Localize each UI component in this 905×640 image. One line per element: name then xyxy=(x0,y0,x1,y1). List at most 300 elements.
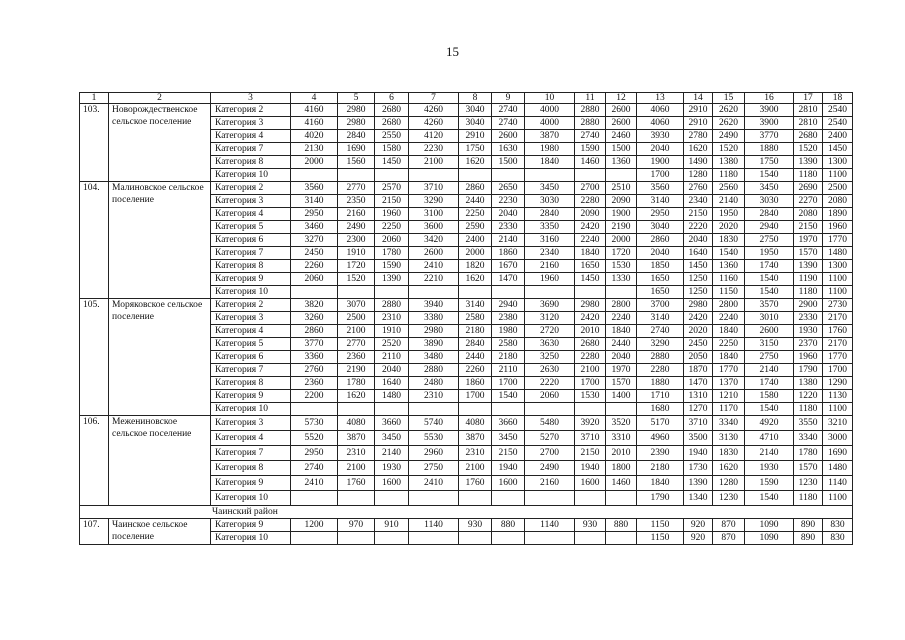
value-cell: 1300 xyxy=(823,156,853,169)
column-number: 7 xyxy=(409,93,459,104)
value-cell: 2280 xyxy=(575,195,606,208)
value-cell: 2140 xyxy=(375,446,409,461)
value-cell: 2140 xyxy=(492,234,525,247)
value-cell: 1460 xyxy=(606,476,637,491)
value-cell: 4260 xyxy=(409,117,459,130)
value-cell xyxy=(291,286,338,299)
value-cell: 2410 xyxy=(409,476,459,491)
category-cell: Категория 8 xyxy=(211,377,291,390)
value-cell: 4000 xyxy=(525,104,575,117)
value-cell: 2150 xyxy=(375,195,409,208)
value-cell: 3010 xyxy=(745,312,794,325)
value-cell: 2300 xyxy=(338,234,375,247)
value-cell: 1360 xyxy=(713,260,745,273)
value-cell xyxy=(575,403,606,416)
value-cell: 1680 xyxy=(637,403,684,416)
value-cell: 2480 xyxy=(409,377,459,390)
value-cell: 2340 xyxy=(525,247,575,260)
value-cell: 2880 xyxy=(575,117,606,130)
category-cell: Категория 6 xyxy=(211,234,291,247)
value-cell: 3600 xyxy=(409,221,459,234)
value-cell: 2980 xyxy=(409,325,459,338)
value-cell: 1270 xyxy=(684,403,713,416)
value-cell: 1360 xyxy=(606,156,637,169)
value-cell: 2360 xyxy=(291,377,338,390)
value-cell: 1900 xyxy=(637,156,684,169)
value-cell: 1500 xyxy=(606,143,637,156)
value-cell: 2840 xyxy=(745,208,794,221)
value-cell xyxy=(606,532,637,545)
value-cell: 3480 xyxy=(409,351,459,364)
value-cell: 1790 xyxy=(637,491,684,506)
value-cell: 880 xyxy=(606,519,637,532)
value-cell: 2400 xyxy=(459,234,492,247)
row-number: 105. xyxy=(80,299,109,416)
value-cell: 2100 xyxy=(575,364,606,377)
value-cell: 1390 xyxy=(794,260,823,273)
value-cell: 1450 xyxy=(684,260,713,273)
value-cell: 4160 xyxy=(291,117,338,130)
value-cell: 2170 xyxy=(823,312,853,325)
category-cell: Категория 10 xyxy=(211,286,291,299)
value-cell: 1840 xyxy=(637,476,684,491)
value-cell: 3450 xyxy=(745,182,794,195)
value-cell: 1950 xyxy=(745,247,794,260)
row-number: 104. xyxy=(80,182,109,299)
value-cell: 2510 xyxy=(606,182,637,195)
value-cell: 1910 xyxy=(375,325,409,338)
value-cell: 2880 xyxy=(637,351,684,364)
value-cell: 3770 xyxy=(291,338,338,351)
value-cell: 1840 xyxy=(606,325,637,338)
value-cell: 1900 xyxy=(606,208,637,221)
value-cell: 870 xyxy=(713,532,745,545)
value-cell xyxy=(525,169,575,182)
value-cell xyxy=(338,286,375,299)
value-cell: 2680 xyxy=(794,130,823,143)
district-row xyxy=(80,506,853,519)
value-cell: 4080 xyxy=(338,416,375,431)
value-cell: 1540 xyxy=(745,286,794,299)
value-cell: 1650 xyxy=(637,286,684,299)
value-cell: 4710 xyxy=(745,431,794,446)
value-cell: 830 xyxy=(823,519,853,532)
value-cell: 2420 xyxy=(575,221,606,234)
value-cell xyxy=(492,403,525,416)
value-cell: 2950 xyxy=(291,446,338,461)
category-cell: Категория 7 xyxy=(211,364,291,377)
value-cell: 1580 xyxy=(745,390,794,403)
value-cell: 2360 xyxy=(338,351,375,364)
value-cell: 1640 xyxy=(375,377,409,390)
value-cell: 1700 xyxy=(575,377,606,390)
value-cell: 2620 xyxy=(713,104,745,117)
value-cell: 2840 xyxy=(459,338,492,351)
value-cell: 2150 xyxy=(684,208,713,221)
value-cell: 2490 xyxy=(713,130,745,143)
value-cell: 1840 xyxy=(713,351,745,364)
value-cell: 2980 xyxy=(338,104,375,117)
value-cell: 2240 xyxy=(713,312,745,325)
value-cell: 2040 xyxy=(637,247,684,260)
value-cell: 2630 xyxy=(525,364,575,377)
category-cell: Категория 2 xyxy=(211,299,291,312)
value-cell xyxy=(459,491,492,506)
value-cell: 3260 xyxy=(291,312,338,325)
value-cell: 1290 xyxy=(823,377,853,390)
value-cell: 3040 xyxy=(637,221,684,234)
value-cell: 2260 xyxy=(459,364,492,377)
value-cell: 1480 xyxy=(375,390,409,403)
value-cell: 2450 xyxy=(684,338,713,351)
value-cell: 1880 xyxy=(637,377,684,390)
value-cell: 1150 xyxy=(713,286,745,299)
value-cell: 2100 xyxy=(338,325,375,338)
value-cell: 2800 xyxy=(606,299,637,312)
value-cell: 1740 xyxy=(745,260,794,273)
value-cell xyxy=(606,491,637,506)
row-number: 106. xyxy=(80,416,109,506)
value-cell: 1540 xyxy=(745,169,794,182)
category-cell: Категория 3 xyxy=(211,195,291,208)
value-cell: 5730 xyxy=(291,416,338,431)
value-cell: 1570 xyxy=(794,247,823,260)
header-row xyxy=(80,93,853,104)
value-cell: 4060 xyxy=(637,117,684,130)
value-cell: 1340 xyxy=(684,491,713,506)
value-cell: 1720 xyxy=(606,247,637,260)
value-cell: 1770 xyxy=(823,351,853,364)
value-cell: 3360 xyxy=(291,351,338,364)
category-cell: Категория 8 xyxy=(211,156,291,169)
value-cell: 3630 xyxy=(525,338,575,351)
value-cell: 1650 xyxy=(637,273,684,286)
column-number: 11 xyxy=(575,93,606,104)
value-cell: 1840 xyxy=(525,156,575,169)
column-number: 3 xyxy=(211,93,291,104)
value-cell: 1960 xyxy=(823,221,853,234)
value-cell: 1970 xyxy=(606,364,637,377)
column-number: 18 xyxy=(823,93,853,104)
value-cell: 3290 xyxy=(637,338,684,351)
value-cell: 2400 xyxy=(823,130,853,143)
value-cell: 2580 xyxy=(459,312,492,325)
value-cell xyxy=(338,532,375,545)
value-cell: 2250 xyxy=(375,221,409,234)
column-number: 4 xyxy=(291,93,338,104)
value-cell xyxy=(409,403,459,416)
value-cell: 3930 xyxy=(637,130,684,143)
value-cell: 3030 xyxy=(745,195,794,208)
value-cell: 1460 xyxy=(575,156,606,169)
value-cell: 1860 xyxy=(492,247,525,260)
value-cell: 1480 xyxy=(823,247,853,260)
value-cell: 3070 xyxy=(338,299,375,312)
value-cell: 2180 xyxy=(492,351,525,364)
value-cell: 1140 xyxy=(525,519,575,532)
value-cell: 3560 xyxy=(637,182,684,195)
value-cell: 2860 xyxy=(291,325,338,338)
value-cell: 2060 xyxy=(375,234,409,247)
value-cell: 2080 xyxy=(823,195,853,208)
category-cell: Категория 9 xyxy=(211,390,291,403)
value-cell: 1670 xyxy=(492,260,525,273)
category-cell: Категория 7 xyxy=(211,247,291,260)
value-cell: 3140 xyxy=(459,299,492,312)
value-cell: 1750 xyxy=(459,143,492,156)
column-number: 15 xyxy=(713,93,745,104)
value-cell: 2770 xyxy=(338,338,375,351)
value-cell: 2280 xyxy=(575,351,606,364)
value-cell: 1470 xyxy=(684,377,713,390)
value-cell: 2460 xyxy=(606,130,637,143)
value-cell: 3560 xyxy=(291,182,338,195)
value-cell: 2420 xyxy=(575,312,606,325)
value-cell: 1620 xyxy=(684,143,713,156)
value-cell: 1620 xyxy=(338,390,375,403)
value-cell: 1390 xyxy=(684,476,713,491)
tariff-table xyxy=(79,92,853,545)
value-cell: 3920 xyxy=(575,416,606,431)
category-cell: Категория 10 xyxy=(211,403,291,416)
value-cell: 2060 xyxy=(291,273,338,286)
value-cell: 2800 xyxy=(713,299,745,312)
value-cell: 1100 xyxy=(823,286,853,299)
category-cell: Категория 10 xyxy=(211,532,291,545)
value-cell: 2160 xyxy=(525,260,575,273)
value-cell: 1860 xyxy=(459,377,492,390)
table-row xyxy=(80,519,853,532)
value-cell: 3130 xyxy=(713,431,745,446)
value-cell: 2060 xyxy=(525,390,575,403)
value-cell: 1190 xyxy=(794,273,823,286)
category-cell: Категория 7 xyxy=(211,446,291,461)
category-cell: Категория 3 xyxy=(211,117,291,130)
value-cell: 970 xyxy=(338,519,375,532)
value-cell: 1720 xyxy=(338,260,375,273)
value-cell: 2100 xyxy=(338,461,375,476)
value-cell: 3570 xyxy=(745,299,794,312)
value-cell: 2760 xyxy=(684,182,713,195)
value-cell: 2780 xyxy=(684,130,713,143)
value-cell: 1250 xyxy=(684,286,713,299)
value-cell: 2440 xyxy=(606,338,637,351)
value-cell xyxy=(375,403,409,416)
page-number: 15 xyxy=(446,44,459,59)
value-cell: 1100 xyxy=(823,169,853,182)
value-cell: 3900 xyxy=(745,117,794,130)
value-cell: 2690 xyxy=(794,182,823,195)
value-cell: 1700 xyxy=(459,390,492,403)
value-cell xyxy=(606,286,637,299)
value-cell: 3870 xyxy=(459,431,492,446)
value-cell: 1760 xyxy=(338,476,375,491)
value-cell: 890 xyxy=(794,532,823,545)
value-cell: 1450 xyxy=(823,143,853,156)
value-cell: 3870 xyxy=(525,130,575,143)
category-cell: Категория 4 xyxy=(211,130,291,143)
value-cell: 1100 xyxy=(823,491,853,506)
value-cell: 1470 xyxy=(492,273,525,286)
value-cell: 5530 xyxy=(409,431,459,446)
value-cell: 1390 xyxy=(794,156,823,169)
value-cell: 2860 xyxy=(459,182,492,195)
category-cell: Категория 3 xyxy=(211,312,291,325)
value-cell: 1130 xyxy=(823,390,853,403)
settlement-name: Чаинское сельское поселение xyxy=(109,519,211,545)
column-number: 10 xyxy=(525,93,575,104)
value-cell: 1520 xyxy=(794,143,823,156)
value-cell: 1400 xyxy=(606,390,637,403)
value-cell: 2180 xyxy=(637,461,684,476)
value-cell: 830 xyxy=(823,532,853,545)
value-cell: 2770 xyxy=(338,182,375,195)
value-cell: 1750 xyxy=(745,156,794,169)
value-cell xyxy=(291,403,338,416)
value-cell xyxy=(459,532,492,545)
value-cell: 2570 xyxy=(375,182,409,195)
value-cell: 1330 xyxy=(606,273,637,286)
value-cell: 2740 xyxy=(492,104,525,117)
column-number: 9 xyxy=(492,93,525,104)
value-cell: 1730 xyxy=(684,461,713,476)
value-cell: 4960 xyxy=(637,431,684,446)
value-cell: 1480 xyxy=(823,461,853,476)
value-cell: 1100 xyxy=(823,273,853,286)
value-cell: 1200 xyxy=(291,519,338,532)
settlement-name: Новорождественское сельское поселение xyxy=(109,104,211,182)
value-cell: 3450 xyxy=(525,182,575,195)
value-cell: 2900 xyxy=(794,299,823,312)
value-cell: 1650 xyxy=(575,260,606,273)
value-cell: 1170 xyxy=(713,403,745,416)
value-cell: 5740 xyxy=(409,416,459,431)
value-cell: 1960 xyxy=(375,208,409,221)
value-cell: 3700 xyxy=(637,299,684,312)
value-cell: 1620 xyxy=(459,156,492,169)
value-cell: 3000 xyxy=(823,431,853,446)
value-cell: 2880 xyxy=(375,299,409,312)
value-cell: 1640 xyxy=(684,247,713,260)
value-cell xyxy=(409,169,459,182)
category-cell: Категория 5 xyxy=(211,221,291,234)
value-cell: 2150 xyxy=(575,446,606,461)
value-cell: 2730 xyxy=(823,299,853,312)
value-cell: 2310 xyxy=(375,312,409,325)
category-cell: Категория 6 xyxy=(211,351,291,364)
value-cell: 2450 xyxy=(291,247,338,260)
value-cell: 910 xyxy=(375,519,409,532)
value-cell: 2680 xyxy=(375,117,409,130)
value-cell: 3040 xyxy=(459,117,492,130)
value-cell: 3900 xyxy=(745,104,794,117)
value-cell: 3310 xyxy=(606,431,637,446)
value-cell: 2220 xyxy=(684,221,713,234)
value-cell: 1690 xyxy=(338,143,375,156)
value-cell: 2840 xyxy=(525,208,575,221)
value-cell: 2680 xyxy=(575,338,606,351)
column-number: 13 xyxy=(637,93,684,104)
value-cell: 2380 xyxy=(492,312,525,325)
value-cell: 3150 xyxy=(745,338,794,351)
value-cell: 2150 xyxy=(794,221,823,234)
value-cell: 1540 xyxy=(713,247,745,260)
category-cell: Категория 4 xyxy=(211,208,291,221)
value-cell: 1180 xyxy=(794,169,823,182)
value-cell: 2110 xyxy=(375,351,409,364)
category-cell: Категория 8 xyxy=(211,461,291,476)
value-cell: 2020 xyxy=(684,325,713,338)
value-cell: 2040 xyxy=(684,234,713,247)
value-cell: 1700 xyxy=(637,169,684,182)
value-cell: 1690 xyxy=(823,446,853,461)
value-cell: 1150 xyxy=(637,532,684,545)
value-cell: 2950 xyxy=(291,208,338,221)
value-cell: 2390 xyxy=(637,446,684,461)
value-cell: 2040 xyxy=(375,364,409,377)
value-cell: 2250 xyxy=(713,338,745,351)
value-cell: 3550 xyxy=(794,416,823,431)
value-cell: 1310 xyxy=(684,390,713,403)
value-cell: 5270 xyxy=(525,431,575,446)
value-cell: 2180 xyxy=(459,325,492,338)
value-cell: 1380 xyxy=(794,377,823,390)
column-number: 16 xyxy=(745,93,794,104)
value-cell: 2140 xyxy=(713,195,745,208)
value-cell: 2330 xyxy=(492,221,525,234)
value-cell: 1180 xyxy=(794,403,823,416)
value-cell: 1870 xyxy=(684,364,713,377)
value-cell: 2010 xyxy=(606,446,637,461)
value-cell xyxy=(575,286,606,299)
value-cell: 2500 xyxy=(338,312,375,325)
value-cell: 1530 xyxy=(606,260,637,273)
value-cell: 2910 xyxy=(459,130,492,143)
value-cell: 2190 xyxy=(606,221,637,234)
value-cell: 1790 xyxy=(794,364,823,377)
value-cell: 1220 xyxy=(794,390,823,403)
value-cell: 2100 xyxy=(459,461,492,476)
value-cell: 2980 xyxy=(338,117,375,130)
category-cell: Категория 2 xyxy=(211,182,291,195)
value-cell: 2960 xyxy=(409,446,459,461)
value-cell: 1760 xyxy=(459,476,492,491)
value-cell: 3250 xyxy=(525,351,575,364)
settlement-name: Межениновское сельское поселение xyxy=(109,416,211,506)
value-cell: 870 xyxy=(713,519,745,532)
value-cell: 2040 xyxy=(637,143,684,156)
value-cell: 1740 xyxy=(745,377,794,390)
value-cell xyxy=(375,491,409,506)
value-cell: 1980 xyxy=(525,143,575,156)
value-cell: 2740 xyxy=(637,325,684,338)
value-cell: 3350 xyxy=(525,221,575,234)
value-cell: 1540 xyxy=(745,491,794,506)
value-cell: 1250 xyxy=(684,273,713,286)
value-cell: 3340 xyxy=(713,416,745,431)
value-cell: 2090 xyxy=(606,195,637,208)
value-cell: 1180 xyxy=(794,286,823,299)
value-cell: 2080 xyxy=(794,208,823,221)
value-cell: 1500 xyxy=(492,156,525,169)
column-number: 14 xyxy=(684,93,713,104)
value-cell: 4000 xyxy=(525,117,575,130)
value-cell: 2000 xyxy=(606,234,637,247)
category-cell: Категория 4 xyxy=(211,431,291,446)
value-cell: 2650 xyxy=(492,182,525,195)
value-cell xyxy=(338,169,375,182)
value-cell: 2280 xyxy=(637,364,684,377)
